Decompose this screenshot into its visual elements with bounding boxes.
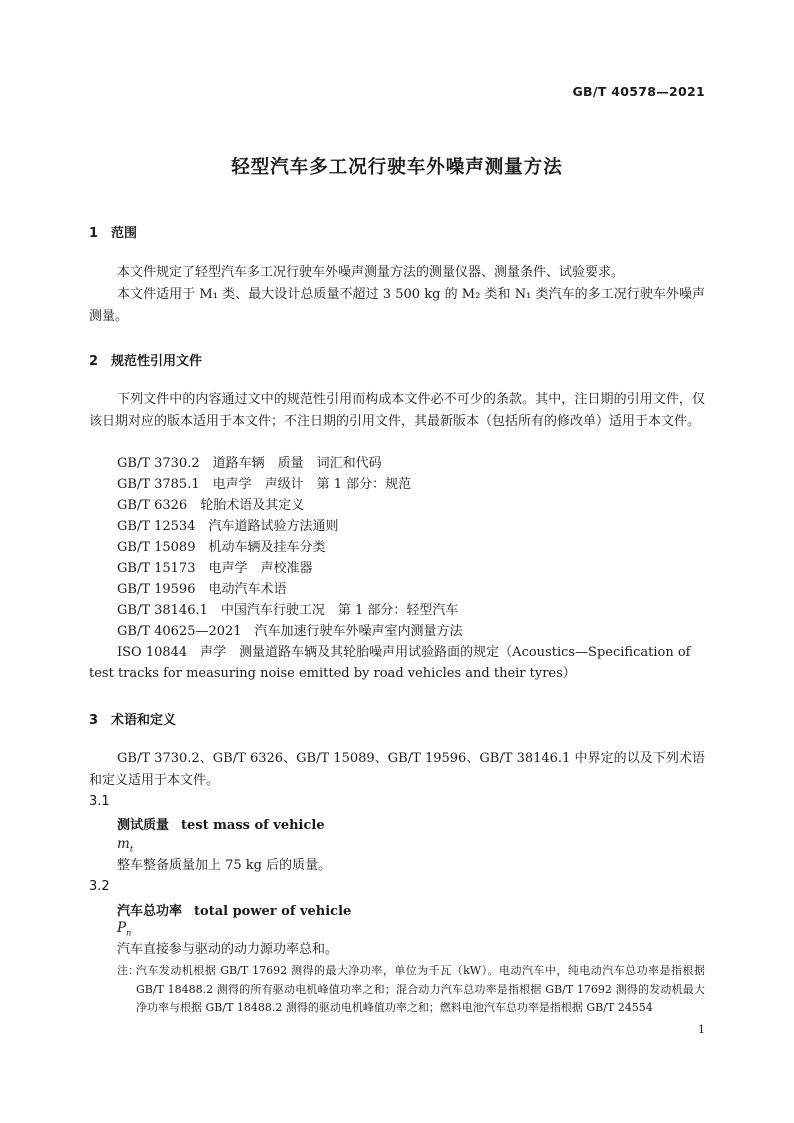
note-text: 汽车发动机根据 GB/T 17692 测得的最大净功率，单位为千瓦（kW）。电动汽车中，纯电动汽车总功率是指根据 GB/T 18488.2 测得的所有驱动电机峰值功率之和；混合动力汽车总功率是指根据 GB/T 17692 测得的发动机最大净功率与根据 GB/T 18488.2 测得的驱动电机峰值功率之和；燃料电池汽车总功率是指根据 GB/T 24554 <box>136 964 705 1014</box>
reference-item-iso-continued: test tracks for measuring noise emitted by road vehicles and their tyres） <box>89 666 576 681</box>
term-symbol: $P_n$ <box>117 920 132 938</box>
symbol-subscript: n <box>126 928 132 938</box>
reference-item: GB/T 15089 机动车辆及挂车分类 <box>117 540 326 555</box>
note-label: 注： <box>117 964 139 977</box>
symbol-subscript: t <box>129 844 134 854</box>
term-entry <box>117 900 351 919</box>
scope-paragraph-1: 本文件规定了轻型汽车多工况行驶车外噪声测量方法的测量仪器、测量条件、试验要求。 <box>117 265 625 280</box>
reference-item: GB/T 12534 汽车道路试验方法通则 <box>117 519 339 534</box>
reference-item-iso: ISO 10844 声学 测量道路车辆及其轮胎噪声用试验路面的规定（Acoustics—Specification of <box>117 645 691 660</box>
document-title: 轻型汽车多工况行驶车外噪声测量方法 <box>231 157 563 178</box>
term-chinese: 测试质量 <box>117 818 170 833</box>
terms-intro: GB/T 3730.2、GB/T 6326、GB/T 15089、GB/T 19596、GB/T 38146.1 中界定的以及下列术语和定义适用于本文件。 <box>89 751 705 788</box>
section-1-heading <box>89 222 137 241</box>
references-intro: 下列文件中的内容通过文中的规范性引用而构成本文件必不可少的条款。其中，注日期的引用文件，仅该日期对应的版本适用于本文件；不注日期的引用文件，其最新版本（包括所有的修改单）适用于本文件。 <box>89 392 705 429</box>
scope-paragraph-2: 本文件适用于 M₁ 类、最大设计总质量不超过 3 500 kg 的 M₂ 类和 N₁ 类汽车的多工况行驶车外噪声测量。 <box>89 287 705 324</box>
term-entry <box>117 814 325 833</box>
term-chinese: 汽车总功率 <box>117 904 183 919</box>
reference-item: GB/T 6326 轮胎术语及其定义 <box>117 498 305 513</box>
section-title: 术语和定义 <box>111 713 177 728</box>
reference-item: GB/T 15173 电声学 声校准器 <box>117 561 313 576</box>
clause-number: 3.2 <box>89 879 110 894</box>
section-title: 规范性引用文件 <box>111 354 203 369</box>
section-number: 1 <box>89 226 99 241</box>
section-title: 范围 <box>111 226 138 241</box>
reference-item: GB/T 19596 电动汽车术语 <box>117 582 287 597</box>
section-number: 3 <box>89 713 99 728</box>
standard-code: GB/T 40578—2021 <box>572 84 705 99</box>
term-definition: 汽车直接参与驱动的动力源功率总和。 <box>117 942 339 957</box>
term-symbol: $m_t$ <box>117 836 134 854</box>
reference-item: GB/T 38146.1 中国汽车行驶工况 第 1 部分：轻型汽车 <box>117 603 459 618</box>
term-definition: 整车整备质量加上 75 kg 后的质量。 <box>117 858 332 873</box>
section-2-heading <box>89 350 202 369</box>
reference-item: GB/T 3730.2 道路车辆 质量 词汇和代码 <box>117 456 382 471</box>
term-english: total power of vehicle <box>194 904 352 919</box>
reference-item: GB/T 3785.1 电声学 声级计 第 1 部分：规范 <box>117 477 412 492</box>
note <box>117 962 705 1018</box>
section-number: 2 <box>89 354 99 369</box>
reference-item: GB/T 40625—2021 汽车加速行驶车外噪声室内测量方法 <box>117 624 463 639</box>
term-english: test mass of vehicle <box>181 818 325 833</box>
section-3-heading <box>89 709 176 728</box>
page-number: 1 <box>698 1023 705 1036</box>
clause-number: 3.1 <box>89 794 110 809</box>
